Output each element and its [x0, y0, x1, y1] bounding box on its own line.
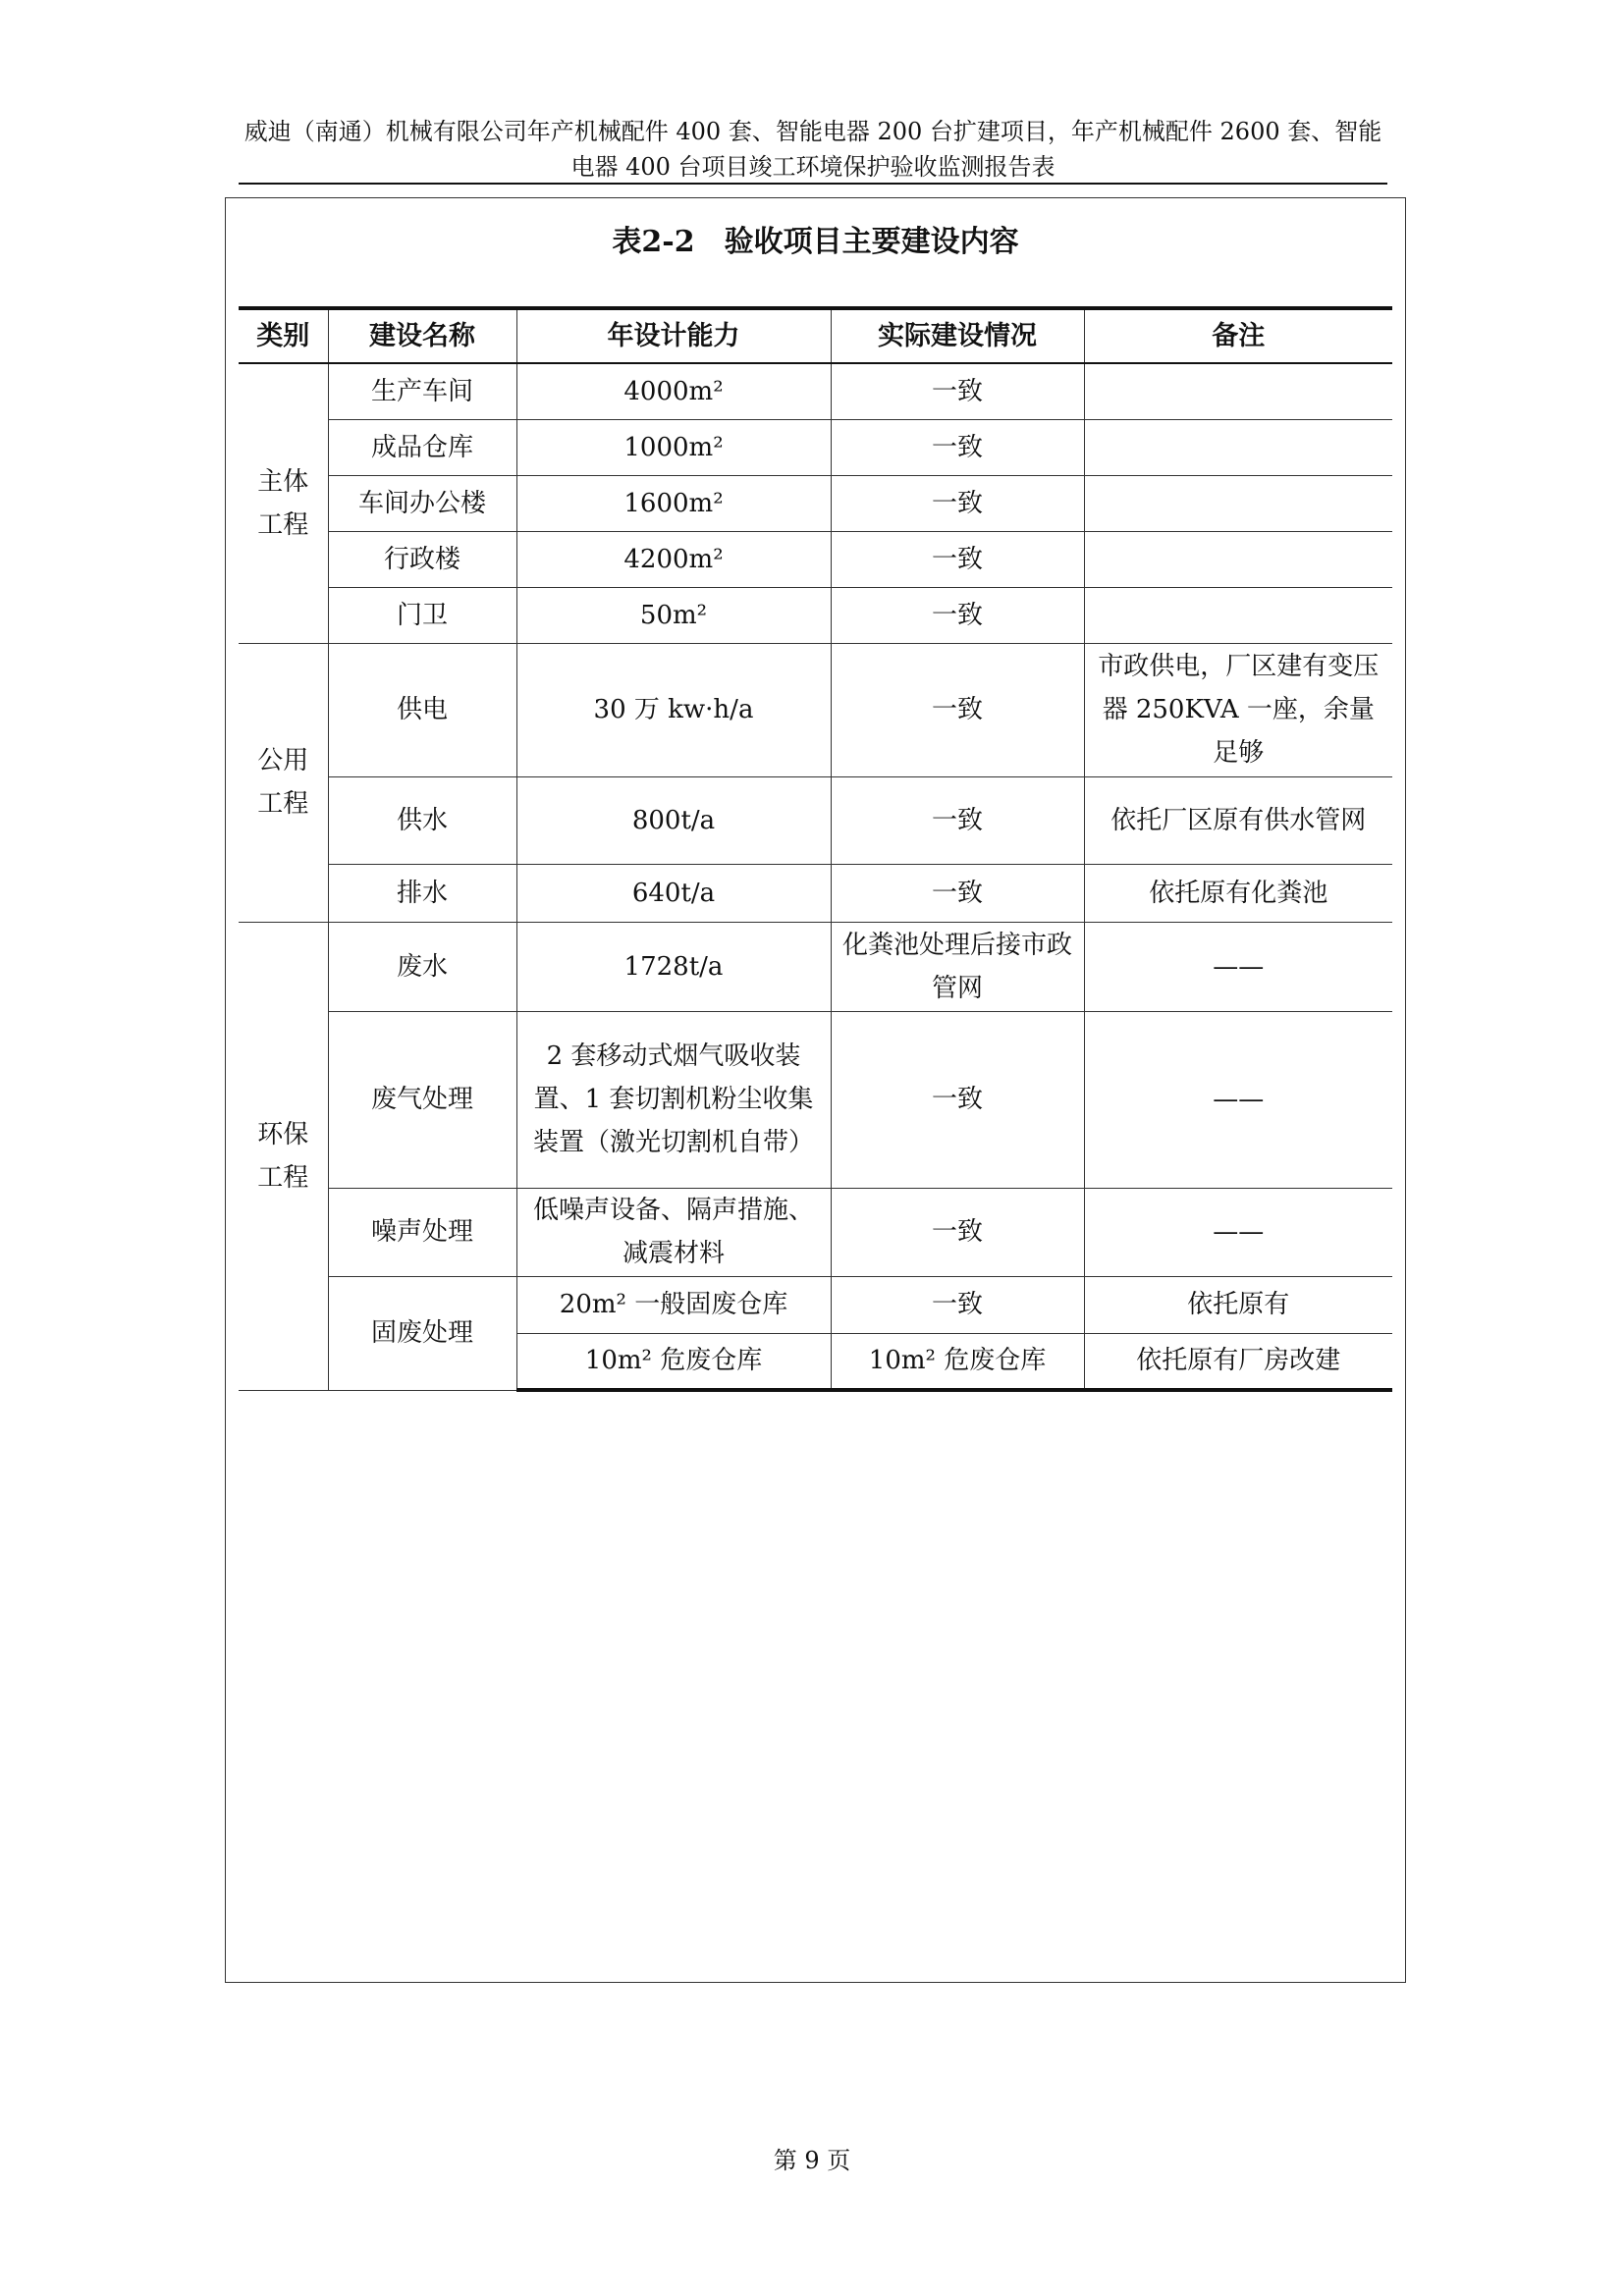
row-capacity: 4200m² — [516, 531, 831, 587]
row-name: 门卫 — [328, 587, 516, 643]
row-actual: 一致 — [831, 1276, 1084, 1333]
row-name: 供电 — [328, 643, 516, 776]
row-note — [1084, 419, 1392, 475]
table-row — [239, 1276, 1392, 1333]
row-note: 依托原有厂房改建 — [1084, 1333, 1392, 1390]
row-name: 车间办公楼 — [328, 475, 516, 531]
table-row — [239, 776, 1392, 864]
header-name: 建设名称 — [328, 308, 516, 363]
row-name: 生产车间 — [328, 363, 516, 419]
row-actual: 一致 — [831, 1011, 1084, 1188]
row-capacity: 1000m² — [516, 419, 831, 475]
row-name: 供水 — [328, 776, 516, 864]
row-capacity: 低噪声设备、隔声措施、减震材料 — [516, 1188, 831, 1276]
table-row — [239, 587, 1392, 643]
row-actual: 一致 — [831, 1188, 1084, 1276]
header-line-1: 威迪（南通）机械有限公司年产机械配件 400 套、智能电器 200 台扩建项目，年产机械配件 2600 套、智能 — [244, 118, 1382, 145]
row-note: 市政供电，厂区建有变压器 250KVA 一座，余量足够 — [1084, 643, 1392, 776]
row-capacity: 800t/a — [516, 776, 831, 864]
group-env: 环保 工程 — [239, 922, 328, 1390]
row-capacity: 1728t/a — [516, 922, 831, 1011]
row-name: 固废处理 — [328, 1276, 516, 1390]
row-actual: 10m² 危废仓库 — [831, 1333, 1084, 1390]
row-capacity: 20m² 一般固废仓库 — [516, 1276, 831, 1333]
row-name: 成品仓库 — [328, 419, 516, 475]
construction-content-table — [239, 306, 1392, 1392]
header-rule — [239, 183, 1387, 185]
group-main: 主体 工程 — [239, 363, 328, 643]
table-row — [239, 1011, 1392, 1188]
row-note: —— — [1084, 1188, 1392, 1276]
row-note — [1084, 531, 1392, 587]
row-note: 依托厂区原有供水管网 — [1084, 776, 1392, 864]
row-actual: 一致 — [831, 363, 1084, 419]
row-note — [1084, 475, 1392, 531]
row-capacity: 4000m² — [516, 363, 831, 419]
table-row — [239, 864, 1392, 922]
header-note: 备注 — [1084, 308, 1392, 363]
row-note: 依托原有化粪池 — [1084, 864, 1392, 922]
group-public: 公用 工程 — [239, 643, 328, 922]
row-name: 废水 — [328, 922, 516, 1011]
row-note: —— — [1084, 922, 1392, 1011]
page-header — [239, 114, 1387, 185]
row-capacity: 1600m² — [516, 475, 831, 531]
table-header-row — [239, 308, 1392, 363]
row-actual: 一致 — [831, 864, 1084, 922]
row-actual: 一致 — [831, 643, 1084, 776]
header-capacity: 年设计能力 — [516, 308, 831, 363]
row-actual: 一致 — [831, 776, 1084, 864]
table-row — [239, 419, 1392, 475]
row-note — [1084, 587, 1392, 643]
table-row — [239, 1188, 1392, 1276]
row-name: 噪声处理 — [328, 1188, 516, 1276]
table-row — [239, 922, 1392, 1011]
table-row — [239, 643, 1392, 776]
row-capacity: 30 万 kw·h/a — [516, 643, 831, 776]
table-title: 表2-2 验收项目主要建设内容 — [612, 225, 1019, 259]
table-row — [239, 475, 1392, 531]
row-name: 废气处理 — [328, 1011, 516, 1188]
row-capacity: 2 套移动式烟气吸收装置、1 套切割机粉尘收集装置（激光切割机自带） — [516, 1011, 831, 1188]
row-actual: 一致 — [831, 475, 1084, 531]
header-category: 类别 — [239, 308, 328, 363]
header-line-2: 电器 400 台项目竣工环境保护验收监测报告表 — [570, 153, 1056, 181]
page-number: 第 9 页 — [773, 2147, 851, 2174]
row-capacity: 50m² — [516, 587, 831, 643]
row-name: 排水 — [328, 864, 516, 922]
row-note — [1084, 363, 1392, 419]
row-name: 行政楼 — [328, 531, 516, 587]
row-capacity: 10m² 危废仓库 — [516, 1333, 831, 1390]
row-actual: 一致 — [831, 531, 1084, 587]
table-row — [239, 363, 1392, 419]
row-actual: 一致 — [831, 587, 1084, 643]
table-row — [239, 531, 1392, 587]
row-note: —— — [1084, 1011, 1392, 1188]
row-actual: 一致 — [831, 419, 1084, 475]
row-note: 依托原有 — [1084, 1276, 1392, 1333]
row-capacity: 640t/a — [516, 864, 831, 922]
row-actual: 化粪池处理后接市政管网 — [831, 922, 1084, 1011]
header-actual: 实际建设情况 — [831, 308, 1084, 363]
